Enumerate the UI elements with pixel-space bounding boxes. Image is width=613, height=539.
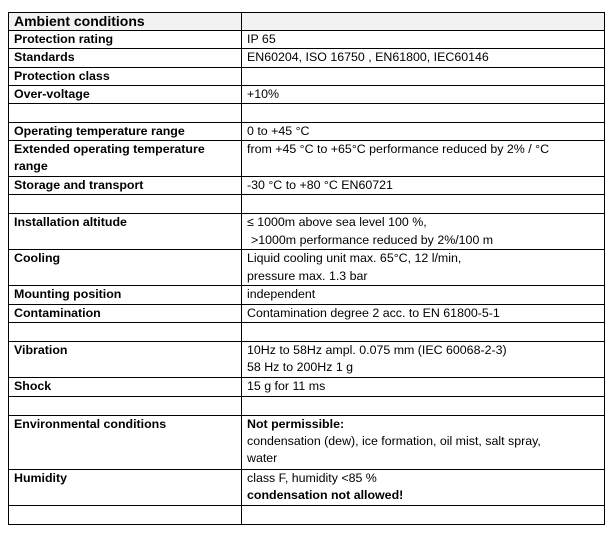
table-row-spacer xyxy=(9,322,605,341)
table-row xyxy=(9,67,605,85)
table-row xyxy=(9,304,605,322)
row-value-line: >1000m performance reduced by 2%/100 m xyxy=(251,232,494,247)
table-title-value xyxy=(242,13,605,31)
row-value: from +45 °C to +65°C performance reduced by 2% / °C xyxy=(242,141,605,177)
row-value-line: Not permissible: xyxy=(247,416,345,431)
row-value-line: Liquid cooling unit max. 65°C, 12 l/min, xyxy=(247,251,462,266)
row-label xyxy=(9,104,242,123)
row-value xyxy=(242,214,605,250)
row-label: Contamination xyxy=(9,304,242,322)
table-row-spacer xyxy=(9,396,605,415)
row-label: Mounting position xyxy=(9,286,242,304)
row-label xyxy=(9,195,242,214)
row-value-line: condensation (dew), ice formation, oil mist, salt spray, xyxy=(247,434,541,449)
row-label xyxy=(9,322,242,341)
row-label xyxy=(9,141,242,177)
row-label xyxy=(9,505,242,524)
table-row xyxy=(9,286,605,304)
table-row xyxy=(9,214,605,250)
row-value-line: 10Hz to 58Hz ampl. 0.075 mm (IEC 60068-2-3) xyxy=(247,342,507,357)
row-label: Shock xyxy=(9,377,242,396)
table-row xyxy=(9,341,605,377)
row-value: -30 °C to +80 °C EN60721 xyxy=(242,177,605,195)
row-label xyxy=(9,396,242,415)
row-value xyxy=(242,104,605,123)
row-value-line: class F, humidity <85 % xyxy=(247,470,377,485)
ambient-conditions-table xyxy=(8,12,605,525)
row-value-line: pressure max. 1.3 bar xyxy=(247,268,368,283)
row-label-line: range xyxy=(14,159,48,174)
row-value: 15 g for 11 ms xyxy=(242,377,605,396)
row-value xyxy=(242,415,605,469)
row-value: independent xyxy=(242,286,605,304)
table-row-spacer xyxy=(9,195,605,214)
table-row xyxy=(9,141,605,177)
row-value: IP 65 xyxy=(242,31,605,49)
row-label: Vibration xyxy=(9,341,242,377)
table-row xyxy=(9,31,605,49)
row-value xyxy=(242,250,605,286)
table-row xyxy=(9,415,605,469)
table-row-spacer xyxy=(9,104,605,123)
row-label: Storage and transport xyxy=(9,177,242,195)
row-value xyxy=(242,322,605,341)
row-value xyxy=(242,469,605,505)
row-value-line: condensation not allowed! xyxy=(247,488,404,503)
row-value xyxy=(242,67,605,85)
table-title-row xyxy=(9,13,605,31)
row-value xyxy=(242,341,605,377)
row-label: Protection rating xyxy=(9,31,242,49)
row-value: EN60204, ISO 16750 , EN61800, IEC60146 xyxy=(242,49,605,67)
row-value: +10% xyxy=(242,85,605,103)
table-row xyxy=(9,177,605,195)
row-label-line: Extended operating temperature xyxy=(14,142,205,157)
row-label: Humidity xyxy=(9,469,242,505)
row-label: Cooling xyxy=(9,250,242,286)
table-row-spacer xyxy=(9,505,605,524)
table-row xyxy=(9,49,605,67)
row-value xyxy=(242,396,605,415)
row-label: Protection class xyxy=(9,67,242,85)
row-label: Standards xyxy=(9,49,242,67)
row-label: Environmental conditions xyxy=(9,415,242,469)
row-label: Operating temperature range xyxy=(9,123,242,141)
table-row xyxy=(9,85,605,103)
row-label: Over-voltage xyxy=(9,85,242,103)
table-row xyxy=(9,123,605,141)
row-value: Contamination degree 2 acc. to EN 61800-5-1 xyxy=(242,304,605,322)
row-value-line: 58 Hz to 200Hz 1 g xyxy=(247,360,354,375)
row-value: 0 to +45 °C xyxy=(242,123,605,141)
table-row xyxy=(9,250,605,286)
table-title: Ambient conditions xyxy=(9,13,242,31)
row-label: Installation altitude xyxy=(9,214,242,250)
row-value-line: ≤ 1000m above sea level 100 %, xyxy=(247,215,427,230)
row-value-line: water xyxy=(247,451,278,466)
row-value xyxy=(242,505,605,524)
table-row xyxy=(9,377,605,396)
table-row xyxy=(9,469,605,505)
row-value xyxy=(242,195,605,214)
